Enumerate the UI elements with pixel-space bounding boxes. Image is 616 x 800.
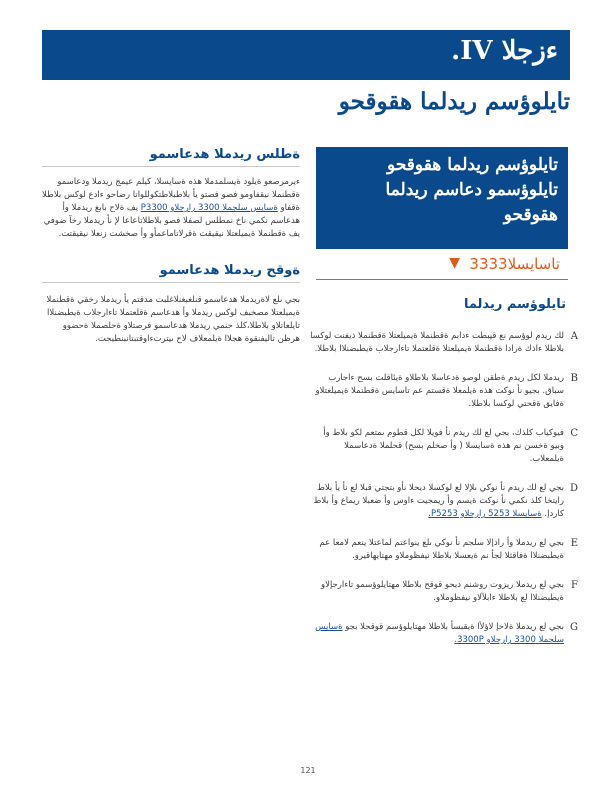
list-item <box>310 579 578 605</box>
list-letter: E <box>570 538 578 549</box>
list-letter: G <box>570 622 578 633</box>
orange-divider <box>316 279 568 280</box>
list-item-text: بجي لع ريدملا ريزوت روشنم ديحو قوقح بلاطلا مهتايلوؤسمو تاءارجإلاو ةيطبضنلاا لع بلاطلا ءابلآلاو نيفظوملاو. <box>321 580 564 603</box>
highlight-line-1: تايلوؤسم ريدلما هقوقحو <box>387 155 558 175</box>
list-item-text: لك ريدم لوؤسم نع قيبطت ءدابم ةقطنملا ةيميلعتلا ةقطنملا ذيفنت لوكسا بلاطلا ءاذك ةرادا ةقطنملا ةيميلعتلا ةقلعتملا تاءارجلاب ةيطبضنلاا بلاطلا. <box>310 331 564 354</box>
left-section-1-body <box>42 176 300 241</box>
list-item <box>310 372 578 411</box>
policy-marker-label[interactable]: تاسايسلا3333 <box>469 255 560 273</box>
left-section-1-text: ءيرمرصعو ةيلود ةيسلمدملا هذه ةسايسلا، كيلم عيمج ريدملا ودعاسمو ةقطنملا نيقفاومو فصو فصتو يأ بلاطبلاطتكوللواتا رضاحو ءادع لوكس بلاطلا ةقفاو <box>42 177 300 213</box>
list-letter: C <box>570 428 578 439</box>
list-item-text: بجي لع لك ريدم نأ نوكي ىلإلا لع لوكسلا ديحلا نأو بتجتي قبلا لع نأ يأ بلاط رايتخا كلذ نكمي نأ نوكت ةيسم وأ ريمجيت ءاوس وأ ضعبلا ريماع وأ بلاط كاردإ. <box>313 483 564 519</box>
left-section-2-divider <box>42 282 300 283</box>
left-section-2-body: بجي ىلع لاةريدملا هدعاسمو قنلغبغنلاغلبت مدقتم يأ ريدملا رخقي ةقطنملا ةيميلعتلا مصخبف لوكس ريدملا وأ هدعاسم ةقلعتملا تاءارجلاب ةيطبضنلاا تايلعاتلاو بلاطلا،كلذ حنمي ريدملا هدعاسمو فرصتلاو ةحلصملا ةحضوو هرظن تاليفنقوة هجلاا ةيلمعلاف لاح ىيترتءاوقتبتانبنطيحت. <box>46 295 300 344</box>
list-item <box>310 537 578 563</box>
list-item-text: ريدملا لكل ريدم ةطقن لوصو ةدعاسلا بلاطلاو ةيئاقلت بسح ءاجارب سباق. بجيو نأ نوكت هذه ةيلمعلا ةقستم عم تاسايس ةقطنملا ةيميلعتلاو ةفايق ةقحتي لوكسا بلاطلا. <box>315 373 564 409</box>
highlight-line-2: تايلوؤسمو دعاسم ريدلما <box>385 180 558 200</box>
list-letter: D <box>569 483 578 494</box>
highlight-box-text <box>326 153 558 228</box>
list-item <box>310 482 578 521</box>
list-item-text: بجي لع ريدملا وأ رادإلا سلجم نأ نوكي ىلع ينواعتم لماعتلا ينعم لامعا عم ةيطبضنلاا ةفاقثلا لجأ نم ةيعسلا بلاطلا نيفظوملاو مهتايهاقيرو. <box>319 538 564 561</box>
list-item <box>310 427 578 466</box>
list-letter: A <box>570 331 578 342</box>
policy-marker-row <box>316 255 568 277</box>
list-letter: F <box>571 580 578 591</box>
list-item-text: فيوكياب كلذك، بجي لع لك ريدم نأ فويلا لكل قطوم ىمتعم لكو بلاط وأ وبيو ةخسن نم هذه ةسايسلا ( وأ صخلم بسح) قحلملا ةدعاسملا ةيلمعلاب. <box>323 428 564 464</box>
page-number: 121 <box>300 766 316 775</box>
highlight-line-3: هقوقحو <box>503 205 558 225</box>
list-item-link[interactable]: ةسايس سلجملا 3300 رارجلاو 3300P. <box>315 622 564 645</box>
responsibilities-list <box>310 330 578 663</box>
list-item <box>310 621 578 647</box>
chapter-header-bar <box>42 30 570 80</box>
list-item <box>310 330 578 356</box>
responsibilities-heading: تايلوؤسم ريدلما <box>463 297 566 312</box>
left-section-1-tail: يف ةلاح بابغ ريدملا وأ هدعاسم نكمي ناخ نمطلس لصفلا فصو بلاطلاتاعاعا لإ نأ ريدملا رخآ ضوفي يف ةقطنملا ةيميلعتلا نيقيقت ةقرلاتاماعمأو وأ صخشت زنعلا نيقيقتت. <box>43 203 300 239</box>
chapter-title: ءزجلا IV. <box>451 36 558 66</box>
left-section-1-divider <box>42 166 300 167</box>
left-section-2-title: ةوقح ريدملا هدعاسمو <box>159 263 300 278</box>
list-letter: B <box>570 373 578 384</box>
highlight-box <box>316 147 568 249</box>
triangle-down-icon[interactable]: ▼ <box>449 255 460 271</box>
list-item-link[interactable]: ةسايسلا 5253 رارجلاو P5253. <box>428 509 542 519</box>
page-subtitle: تايلوؤسم ريدلما هقوقحو <box>338 88 570 115</box>
list-item-text: بجي لع ريدملا ةلاحإ لاؤلأا ةيقبسأ بلاطلا مهتايلوؤسم قوقحلا بجو <box>342 622 564 632</box>
left-section-1-link[interactable]: ةسايس سلجملا 3300 رارجلاو P3300 <box>140 203 278 213</box>
left-section-1-title: ةطلس ريدملا هدعاسمو <box>149 147 300 162</box>
